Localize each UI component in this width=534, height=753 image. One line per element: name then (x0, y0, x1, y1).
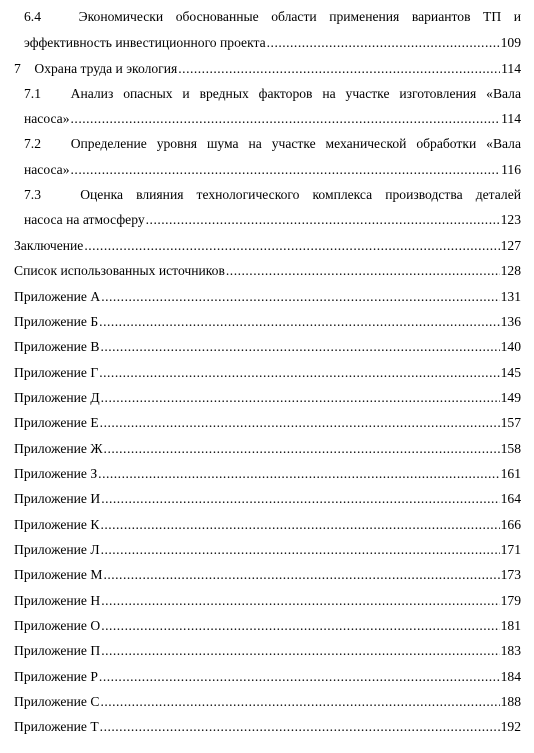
leader-dots (101, 289, 499, 305)
toc-entry-6-4-line2[interactable] (24, 35, 521, 51)
toc-title: Приложение В (14, 339, 100, 354)
toc-page-number: 114 (501, 61, 521, 76)
toc-entry[interactable] (14, 415, 521, 431)
toc-entry-7-1-line1 (24, 86, 521, 102)
leader-dots (104, 441, 500, 457)
toc-page-number: 127 (500, 238, 521, 253)
toc-entry-7-2-line1 (24, 136, 521, 152)
leader-dots (267, 35, 500, 51)
toc-title: Приложение Б (14, 314, 99, 329)
leader-dots (84, 238, 499, 254)
leader-dots (146, 212, 500, 228)
toc-title-part: Анализ опасных и вредных факторов на участке изготовления «Вала (70, 86, 521, 101)
toc-entry[interactable] (14, 441, 521, 457)
toc-title: Приложение Р (14, 669, 98, 684)
toc-entry-7[interactable] (14, 61, 521, 77)
toc-page-number: 161 (500, 466, 521, 481)
leader-dots (101, 618, 499, 634)
toc-page-number: 188 (500, 694, 521, 709)
leader-dots (103, 567, 499, 583)
toc-page-number: 131 (500, 289, 521, 304)
toc-entry[interactable] (14, 694, 521, 710)
toc-title: Приложение А (14, 289, 101, 304)
toc-page-number: 123 (500, 212, 521, 227)
leader-dots (99, 669, 500, 685)
toc-page-number: 149 (500, 390, 521, 405)
toc-title: Приложение С (14, 694, 100, 709)
toc-title: Приложение Н (14, 593, 101, 608)
toc-entry[interactable] (14, 289, 521, 305)
toc-title-part: эффективность инвестиционного проекта (24, 35, 266, 50)
toc-page-number: 166 (500, 517, 521, 532)
toc-title: Приложение П (14, 643, 101, 658)
toc-entry[interactable] (14, 567, 521, 583)
toc-entry[interactable] (14, 669, 521, 685)
toc-entry[interactable] (14, 719, 521, 735)
toc-entry[interactable] (14, 643, 521, 659)
toc-title-part: Оценка влияния технологического комплекса производства деталей (80, 187, 521, 202)
toc-title: Приложение О (14, 618, 101, 633)
leader-dots (71, 111, 501, 127)
toc-page-number: 179 (500, 593, 521, 608)
toc-entry-7-3-line2[interactable] (24, 212, 521, 228)
leader-dots (100, 719, 500, 735)
leader-dots (101, 593, 499, 609)
toc-page-number: 173 (500, 567, 521, 582)
leader-dots (99, 365, 499, 381)
toc-title: Приложение И (14, 491, 101, 506)
toc-title: Приложение К (14, 517, 100, 532)
toc-entry[interactable] (14, 339, 521, 355)
toc-entry[interactable] (14, 466, 521, 482)
leader-dots (101, 643, 499, 659)
toc-page-number: 157 (500, 415, 521, 430)
toc-entry[interactable] (14, 238, 521, 254)
leader-dots (100, 415, 500, 431)
toc-number: 7 (14, 61, 21, 76)
toc-entry[interactable] (14, 365, 521, 381)
toc-entry[interactable] (14, 390, 521, 406)
toc-number: 7.2 (24, 136, 41, 151)
toc-page-number: 181 (500, 618, 521, 633)
leader-dots (226, 263, 500, 279)
toc-number: 6.4 (24, 9, 41, 24)
toc-entry-7-1-line2[interactable] (24, 111, 521, 127)
leader-dots (178, 61, 500, 77)
leader-dots (101, 390, 500, 406)
toc-entry[interactable] (14, 314, 521, 330)
leader-dots (101, 542, 500, 558)
toc-title: Заключение (14, 238, 84, 253)
toc-page-number: 140 (500, 339, 521, 354)
toc-title-part: Экономически обоснованные области применения вариантов ТП и (78, 9, 521, 24)
toc-title: Приложение Т (14, 719, 99, 734)
toc-title: Список использованных источников (14, 263, 225, 278)
toc-entry[interactable] (14, 263, 521, 279)
toc-title: Приложение Л (14, 542, 100, 557)
leader-dots (100, 339, 499, 355)
toc-title: Приложение Д (14, 390, 100, 405)
toc-title-part: насоса на атмосферу (24, 212, 145, 227)
toc-entry-7-3-line1 (24, 187, 521, 203)
leader-dots (100, 694, 499, 710)
toc-entry[interactable] (14, 593, 521, 609)
toc-page-number: 128 (500, 263, 521, 278)
toc-entry[interactable] (14, 517, 521, 533)
toc-title: Приложение Г (14, 365, 99, 380)
toc-page-number: 158 (500, 441, 521, 456)
toc-entry[interactable] (14, 618, 521, 634)
toc-title-part: насоса» (24, 162, 70, 177)
toc-page-number: 145 (500, 365, 521, 380)
toc-title-part: насоса» (24, 111, 70, 126)
toc-page-number: 183 (500, 643, 521, 658)
toc-title: Охрана труда и экология (34, 61, 178, 76)
toc-entry[interactable] (14, 491, 521, 507)
toc-page-number: 164 (500, 491, 521, 506)
toc-page-number: 184 (500, 669, 521, 684)
toc-title: Приложение З (14, 466, 98, 481)
toc-page-number: 114 (501, 111, 521, 126)
toc-page-number: 116 (501, 162, 521, 177)
toc-entry[interactable] (14, 542, 521, 558)
toc-number: 7.1 (24, 86, 41, 101)
toc-title-part: Определение уровня шума на участке механической обработки «Вала (70, 136, 521, 151)
leader-dots (98, 466, 499, 482)
toc-page-number: 136 (500, 314, 521, 329)
toc-number: 7.3 (24, 187, 41, 202)
leader-dots (101, 491, 499, 507)
toc-page-number: 109 (500, 35, 521, 50)
toc-page-number: 192 (500, 719, 521, 734)
toc-title: Приложение Ж (14, 441, 103, 456)
leader-dots (99, 314, 499, 330)
toc-page-number: 171 (500, 542, 521, 557)
leader-dots (71, 162, 501, 178)
toc-entry-7-2-line2[interactable] (24, 162, 521, 178)
toc-title: Приложение М (14, 567, 103, 582)
toc-entry-6-4-line1 (24, 9, 521, 25)
leader-dots (100, 517, 499, 533)
toc-title: Приложение Е (14, 415, 99, 430)
